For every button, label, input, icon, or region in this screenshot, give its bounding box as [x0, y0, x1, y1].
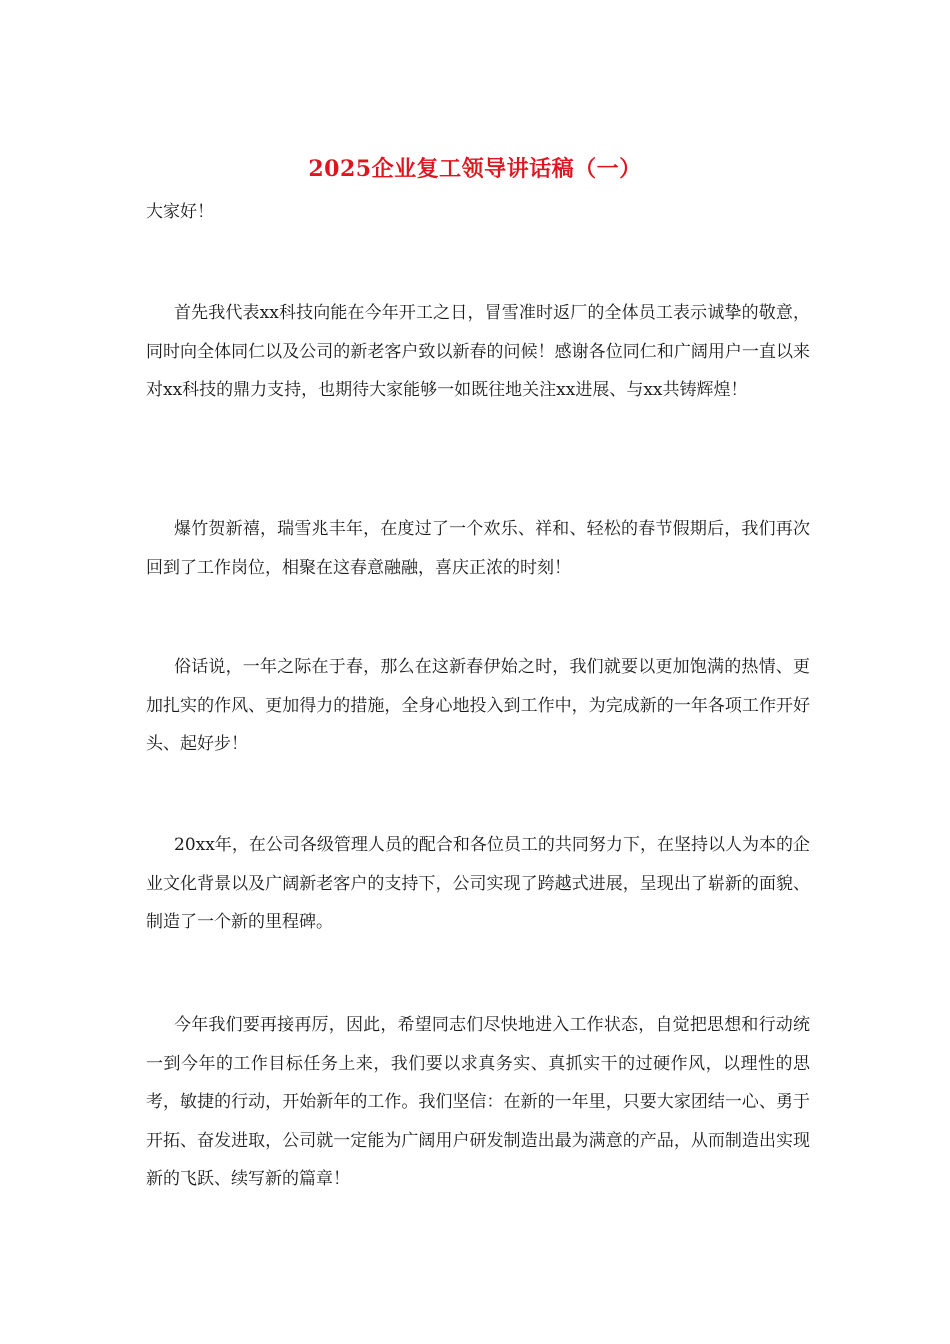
paragraph: 今年我们要再接再厉，因此，希望同志们尽快地进入工作状态，自觉把思想和行动统一到今年的工作目标任务上来，我们要以求真务实、真抓实干的过硬作风，以理性的思考，敏捷的行动，开始新年的工作。我们坚信：在新的一年里，只要大家团结一心、勇于开拓、奋发进取，公司就一定能为广阔用户研发制造出最为满意的产品，从而制造出实现新的飞跃、续写新的篇章！ [146, 1015, 810, 1189]
paragraph: 俗话说，一年之际在于春，那么在这新春伊始之时，我们就要以更加饱满的热情、更加扎实的作风、更加得力的措施，全身心地投入到工作中，为完成新的一年各项工作开好头、起好步！ [146, 657, 810, 754]
document-title: 2025企业复工领导讲话稿（一） [308, 156, 642, 182]
paragraph: 爆竹贺新禧，瑞雪兆丰年，在度过了一个欢乐、祥和、轻松的春节假期后，我们再次回到了工作岗位，相聚在这春意融融，喜庆正浓的时刻！ [146, 519, 810, 578]
paragraph: 20xx年，在公司各级管理人员的配合和各位员工的共同努力下，在坚持以人为本的企业文化背景以及广阔新老客户的支持下，公司实现了跨越式进展，呈现出了崭新的面貌、制造了一个新的里程碑。 [146, 835, 810, 932]
greeting: 大家好！ [146, 202, 214, 222]
paragraph: 首先我代表xx科技向能在今年开工之日，冒雪准时返厂的全体员工表示诚挚的敬意，同时向全体同仁以及公司的新老客户致以新春的问候！感谢各位同仁和广阔用户一直以来对xx科技的鼎力支持，也期待大家能够一如既往地关注xx进展、与xx共铸辉煌！ [146, 303, 810, 400]
